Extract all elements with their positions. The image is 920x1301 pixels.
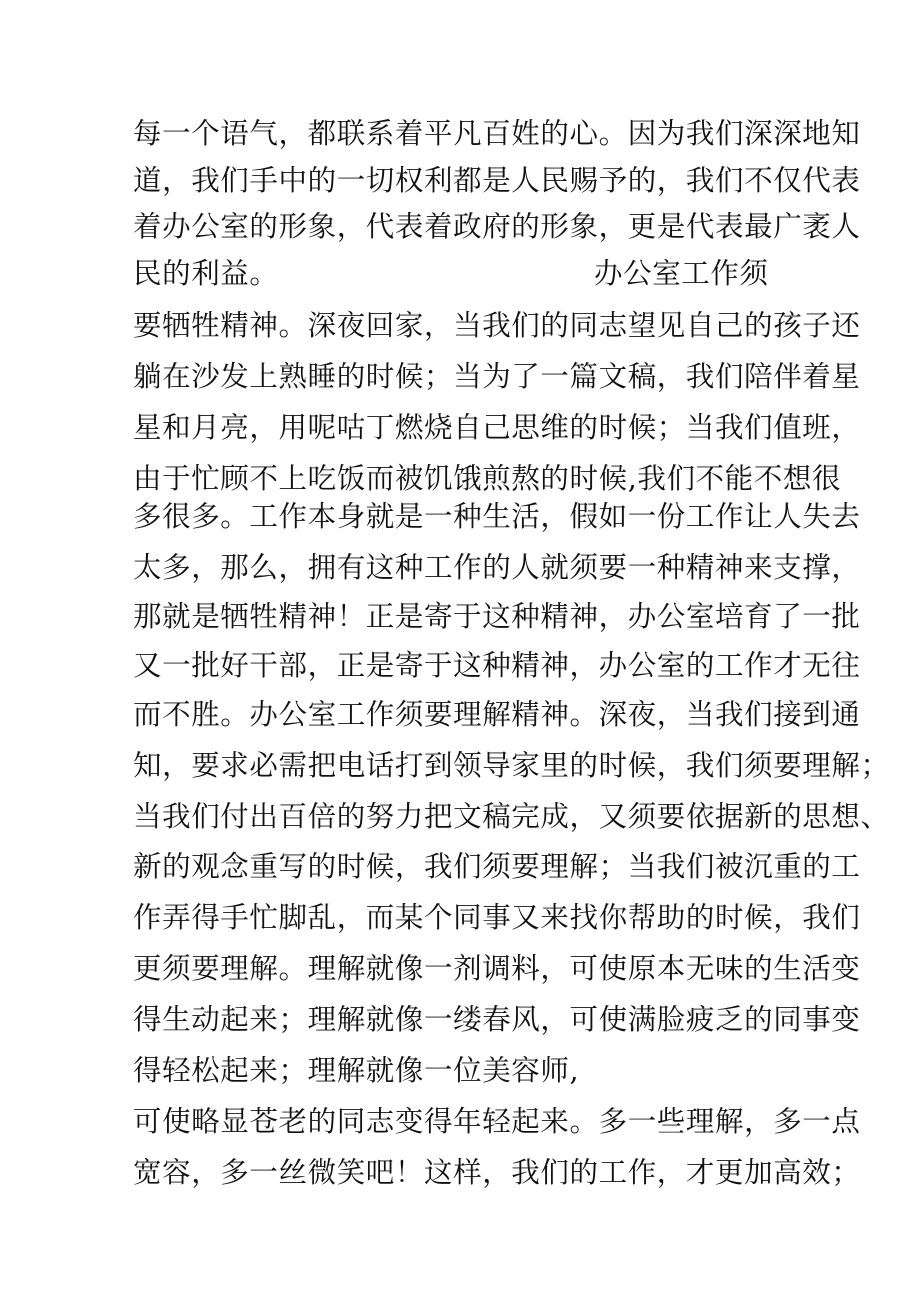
text-line: 更须要理解。理解就像一剂调料，可使原本无味的生活变	[133, 952, 861, 985]
text-line: 着办公室的形象，代表着政府的形象，更是代表最广袤人	[133, 210, 861, 243]
text-line: 得生动起来；理解就像一缕春风，可使满脸疲乏的同事变	[133, 1003, 861, 1036]
text-line: 要牺牲精神。深夜回家，当我们的同志望见自己的孩子还	[133, 309, 861, 342]
text-line: 每一个语气，都联系着平凡百姓的心。因为我们深深地知	[133, 117, 861, 150]
text-line: 宽容，多一丝微笑吧！这样，我们的工作，才更加高效；	[133, 1156, 861, 1189]
section-heading-fragment: 办公室工作须	[594, 257, 769, 290]
text-line: 当我们付出百倍的努力把文稿完成，又须要依据新的思想、	[133, 800, 890, 833]
text-line: 作弄得手忙脚乱，而某个同事又来找你帮助的时候，我们	[133, 901, 861, 934]
text-line: 道，我们手中的一切权利都是人民赐予的，我们不仅代表	[133, 164, 861, 197]
text-line: 多很多。工作本身就是一种生活，假如一份工作让人失去	[133, 500, 861, 533]
text-line: 新的观念重写的时候，我们须要理解；当我们被沉重的工	[133, 850, 861, 883]
text-line: 知，要求必需把电话打到领导家里的时候，我们须要理解；	[133, 749, 890, 782]
text-line: 可使略显苍老的同志变得年轻起来。多一些理解，多一点	[133, 1105, 861, 1138]
text-line: 那就是牺牲精神！正是寄于这种精神，办公室培育了一批	[133, 600, 861, 633]
text-line: 得轻松起来；理解就像一位美容师,	[133, 1054, 580, 1087]
text-line: 躺在沙发上熟睡的时候；当为了一篇文稿，我们陪伴着星	[133, 360, 861, 393]
text-line: 星和月亮，用呢咕丁燃烧自己思维的时候；当我们值班，	[133, 411, 861, 444]
text-line: 又一批好干部，正是寄于这种精神，办公室的工作才无往	[133, 649, 861, 682]
text-line: 民的利益。	[133, 257, 279, 290]
text-line: 由于忙顾不上吃饭而被饥饿煎熬的时候,我们不能不想很	[133, 462, 842, 495]
text-line: 太多，那么，拥有这种工作的人就须要一种精神来支撑，	[133, 551, 861, 584]
text-line: 而不胜。办公室工作须要理解精神。深夜，当我们接到通	[133, 698, 861, 731]
